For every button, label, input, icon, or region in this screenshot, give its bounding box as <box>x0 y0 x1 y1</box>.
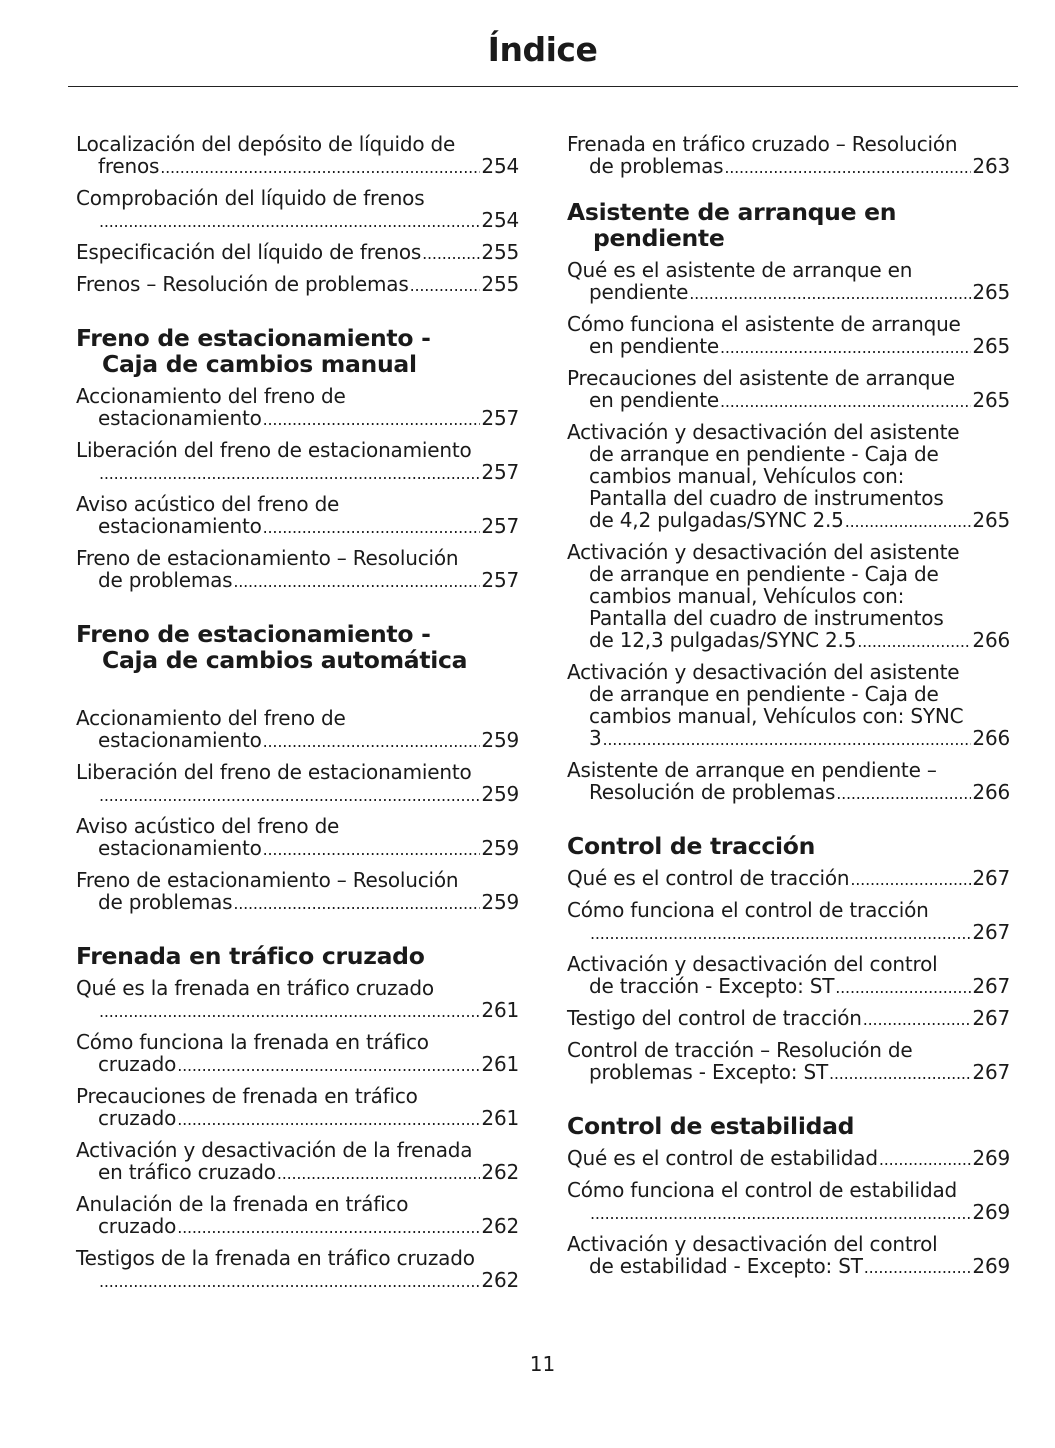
toc-entry[interactable]: Freno de estacionamiento – Resolución de problemas ..... 259 <box>76 869 519 915</box>
page-ref: 265 <box>972 388 1010 412</box>
leader-dots <box>422 243 480 265</box>
section-heading: Asistente de arranque en pendiente <box>567 198 897 252</box>
toc-entry[interactable]: Qué es la frenada en tráfico cruzado ..... 261 <box>76 977 519 1023</box>
toc-entry[interactable]: Activación y desactivación de la frenada en tráfico cruzado ..... 262 <box>76 1139 519 1185</box>
page-ref: 263 <box>972 154 1010 178</box>
page-number: 11 <box>529 1352 556 1376</box>
page-ref: 255 <box>481 272 519 296</box>
page-ref: 265 <box>972 280 1010 304</box>
page-ref: 265 <box>972 508 1010 532</box>
toc-entry[interactable]: Freno de estacionamiento – Resolución de problemas ..... 257 <box>76 547 519 593</box>
leader-dots <box>410 275 481 297</box>
toc-entry[interactable]: Frenos – Resolución de problemas ..... 255 <box>76 273 519 297</box>
page-ref: 267 <box>972 866 1010 890</box>
section-heading: Control de tracción <box>567 832 816 860</box>
page-title: Índice <box>487 30 598 69</box>
page-ref: 257 <box>481 568 519 592</box>
title-divider <box>68 86 1018 87</box>
leader-dots <box>850 869 971 891</box>
leader-dots <box>99 1001 480 1023</box>
toc-entry[interactable]: Cómo funciona la frenada en tráfico cruzado ..... 261 <box>76 1031 519 1077</box>
leader-dots <box>720 337 971 359</box>
leader-dots <box>263 731 481 753</box>
page-ref: 254 <box>481 208 519 232</box>
page-ref: 255 <box>481 240 519 264</box>
page-ref: 257 <box>481 460 519 484</box>
toc-column-right <box>567 133 1010 1287</box>
leader-dots <box>263 517 481 539</box>
leader-dots <box>590 923 971 945</box>
leader-dots <box>263 839 481 861</box>
toc-entry[interactable]: Frenada en tráfico cruzado – Resolución de problemas ..... 263 <box>567 133 1010 179</box>
toc-entry[interactable]: Liberación del freno de estacionamiento ..... 257 <box>76 439 519 485</box>
toc-entry[interactable]: Activación y desactivación del asistente de arranque en pendiente - Caja de cambios manual, Vehículos con: SYNC 3 ..... 266 <box>567 661 1010 751</box>
leader-dots <box>277 1163 481 1185</box>
page-ref: 269 <box>972 1254 1010 1278</box>
leader-dots <box>845 511 972 533</box>
page-ref: 261 <box>481 998 519 1022</box>
page-ref: 265 <box>972 334 1010 358</box>
leader-dots <box>689 283 971 305</box>
page-ref: 267 <box>972 1006 1010 1030</box>
page-ref: 269 <box>972 1200 1010 1224</box>
toc-column-left <box>76 133 519 1301</box>
leader-dots <box>720 391 971 413</box>
toc-entry[interactable]: Accionamiento del freno de estacionamiento ..... 259 <box>76 707 519 753</box>
page-ref: 266 <box>972 726 1010 750</box>
page-ref: 261 <box>481 1106 519 1130</box>
page-ref: 257 <box>481 406 519 430</box>
section-heading: Freno de estacionamiento - Caja de cambios manual <box>76 324 431 378</box>
leader-dots <box>590 1203 971 1225</box>
toc-entry[interactable]: Qué es el control de estabilidad ..... 269 <box>567 1147 1010 1171</box>
section-heading: Freno de estacionamiento - Caja de cambios automática <box>76 620 468 674</box>
page-ref: 262 <box>481 1268 519 1292</box>
toc-entry[interactable]: Asistente de arranque en pendiente – Resolución de problemas ..... 266 <box>567 759 1010 805</box>
leader-dots <box>99 211 480 233</box>
leader-dots <box>724 157 971 179</box>
leader-dots <box>835 977 971 999</box>
toc-entry[interactable]: Aviso acústico del freno de estacionamiento ..... 257 <box>76 493 519 539</box>
toc-entry[interactable]: Especificación del líquido de frenos ..... 255 <box>76 241 519 265</box>
leader-dots <box>99 785 480 807</box>
leader-dots <box>160 157 480 179</box>
section-heading: Frenada en tráfico cruzado <box>76 942 425 970</box>
toc-entry[interactable]: Aviso acústico del freno de estacionamiento ..... 259 <box>76 815 519 861</box>
page-ref: 262 <box>481 1160 519 1184</box>
page-ref: 266 <box>972 628 1010 652</box>
toc-entry[interactable]: Precauciones del asistente de arranque en pendiente ..... 265 <box>567 367 1010 413</box>
toc-entry[interactable]: Anulación de la frenada en tráfico cruzado ..... 262 <box>76 1193 519 1239</box>
page-ref: 257 <box>481 514 519 538</box>
page-ref: 266 <box>972 780 1010 804</box>
leader-dots <box>864 1257 972 1279</box>
toc-entry[interactable]: Precauciones de frenada en tráfico cruzado ..... 261 <box>76 1085 519 1131</box>
toc-entry[interactable]: Comprobación del líquido de frenos ..... 254 <box>76 187 519 233</box>
toc-entry[interactable]: Activación y desactivación del control de estabilidad - Excepto: ST ..... 269 <box>567 1233 1010 1279</box>
toc-entry[interactable]: Activación y desactivación del asistente de arranque en pendiente - Caja de cambios manual, Vehículos con: Pantalla del cuadro de instrumentos de 4,2 pulgadas/SYNC 2.5 ..... 265 <box>567 421 1010 533</box>
toc-entry[interactable]: Control de tracción – Resolución de problemas - Excepto: ST ..... 267 <box>567 1039 1010 1085</box>
leader-dots <box>177 1055 480 1077</box>
toc-entry[interactable]: Activación y desactivación del asistente de arranque en pendiente - Caja de cambios manual, Vehículos con: Pantalla del cuadro de instrumentos de 12,3 pulgadas/SYNC 2.5 ..... 266 <box>567 541 1010 653</box>
leader-dots <box>233 893 480 915</box>
leader-dots <box>857 631 971 653</box>
leader-dots <box>263 409 481 431</box>
toc-entry[interactable]: Cómo funciona el control de estabilidad ..... 269 <box>567 1179 1010 1225</box>
leader-dots <box>99 463 480 485</box>
leader-dots <box>99 1271 480 1293</box>
page-ref: 269 <box>972 1146 1010 1170</box>
leader-dots <box>233 571 480 593</box>
toc-entry[interactable]: Liberación del freno de estacionamiento ..... 259 <box>76 761 519 807</box>
page-ref: 259 <box>481 782 519 806</box>
toc-entry[interactable]: Testigos de la frenada en tráfico cruzado ..... 262 <box>76 1247 519 1293</box>
toc-entry[interactable]: Cómo funciona el asistente de arranque en pendiente ..... 265 <box>567 313 1010 359</box>
page-ref: 267 <box>972 1060 1010 1084</box>
toc-entry[interactable]: Testigo del control de tracción ..... 267 <box>567 1007 1010 1031</box>
toc-entry[interactable]: Qué es el asistente de arranque en pendiente ..... 265 <box>567 259 1010 305</box>
toc-entry[interactable]: Activación y desactivación del control de tracción - Excepto: ST ..... 267 <box>567 953 1010 999</box>
page-ref: 259 <box>481 836 519 860</box>
toc-entry[interactable]: Qué es el control de tracción ..... 267 <box>567 867 1010 891</box>
section-heading: Control de estabilidad <box>567 1112 855 1140</box>
leader-dots <box>829 1063 971 1085</box>
leader-dots <box>879 1149 972 1171</box>
page-ref: 261 <box>481 1052 519 1076</box>
toc-entry[interactable]: Cómo funciona el control de tracción ..... 267 <box>567 899 1010 945</box>
leader-dots <box>603 729 972 751</box>
leader-dots <box>177 1217 480 1239</box>
page-ref: 254 <box>481 154 519 178</box>
page-ref: 267 <box>972 920 1010 944</box>
page-ref: 259 <box>481 890 519 914</box>
leader-dots <box>836 783 971 805</box>
toc-entry[interactable]: Accionamiento del freno de estacionamiento ..... 257 <box>76 385 519 431</box>
page-ref: 262 <box>481 1214 519 1238</box>
page-ref: 267 <box>972 974 1010 998</box>
toc-entry[interactable]: Localización del depósito de líquido de frenos ..... 254 <box>76 133 519 179</box>
page-ref: 259 <box>481 728 519 752</box>
leader-dots <box>177 1109 480 1131</box>
leader-dots <box>863 1009 972 1031</box>
